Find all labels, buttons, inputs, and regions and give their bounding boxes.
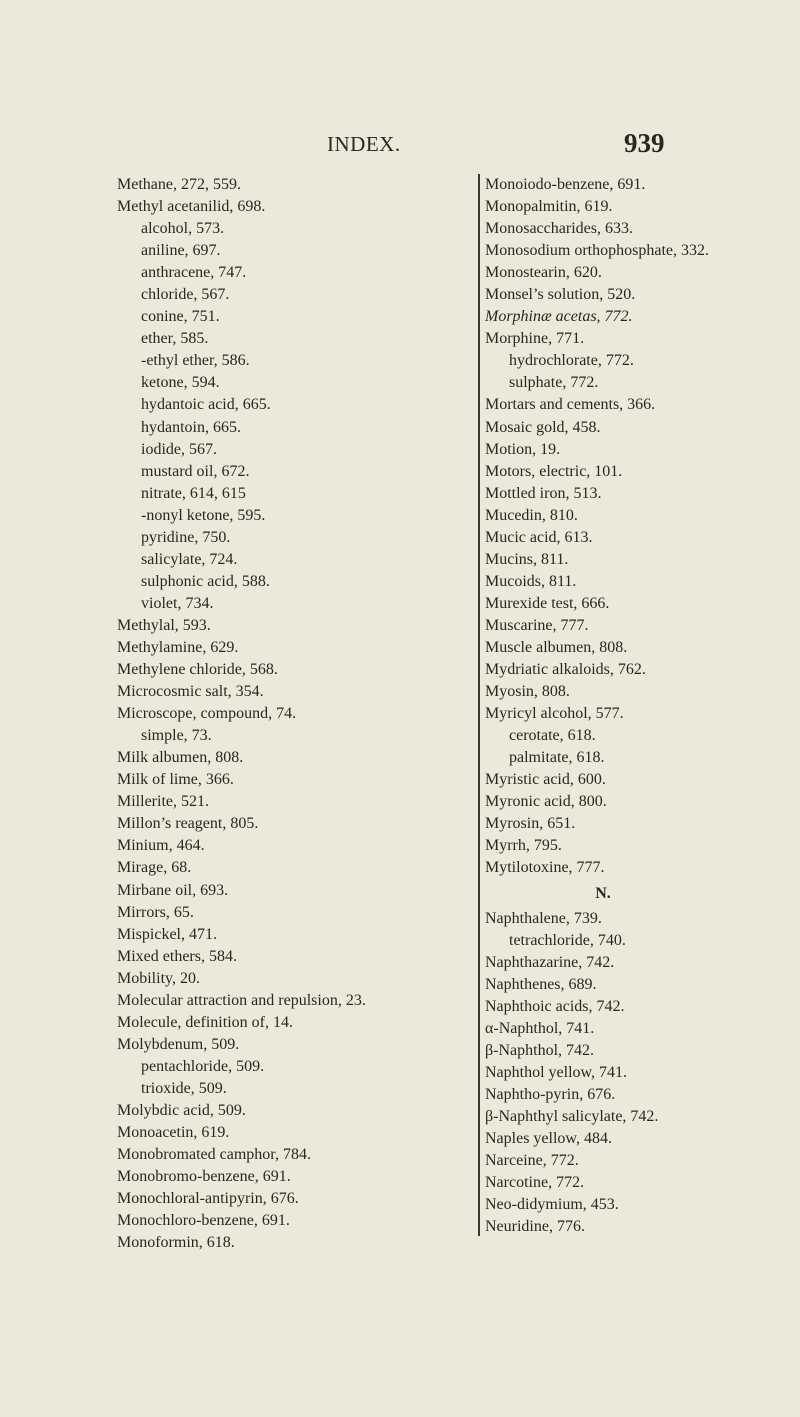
index-entry: Molybdic acid, 509.: [117, 1101, 246, 1119]
index-entry: Monopalmitin, 619.: [485, 198, 613, 216]
index-entry: Mirage, 68.: [117, 859, 192, 877]
index-entry: Mytilotoxine, 777.: [485, 859, 605, 877]
index-subentry: aniline, 697.: [141, 242, 221, 260]
index-subentry: pyridine, 750.: [141, 528, 231, 546]
index-subentry: hydantoin, 665.: [141, 418, 241, 436]
index-entry: Mirbane oil, 693.: [117, 881, 229, 899]
index-entry: Morphine, 771.: [485, 330, 585, 348]
index-subentry: tetrachloride, 740.: [509, 931, 626, 949]
index-entry: Myristic acid, 600.: [485, 771, 606, 789]
index-entry: Motors, electric, 101.: [485, 462, 623, 480]
index-subentry: simple, 73.: [141, 727, 212, 745]
index-entry: Microcosmic salt, 354.: [117, 683, 264, 701]
index-entry: Mispickel, 471.: [117, 925, 217, 943]
index-group-n: [485, 908, 800, 1239]
index-subentry: sulphonic acid, 588.: [141, 572, 270, 590]
index-entry: Myrosin, 651.: [485, 815, 576, 833]
index-entry: Monostearin, 620.: [485, 264, 602, 282]
index-entry: Mucedin, 810.: [485, 506, 578, 524]
index-entry: Molybdenum, 509.: [117, 1035, 240, 1053]
page-header: [0, 128, 800, 162]
index-subentry: -ethyl ether, 586.: [141, 352, 250, 370]
section-heading-n: N.: [595, 884, 611, 902]
index-entry: Monosaccharides, 633.: [485, 220, 633, 238]
index-entry: Monoiodo-benzene, 691.: [485, 176, 646, 193]
index-entry: Naphthalene, 739.: [485, 909, 602, 927]
index-entry: Neo-didymium, 453.: [485, 1196, 619, 1214]
index-subentry: trioxide, 509.: [141, 1079, 227, 1097]
index-subentry: alcohol, 573.: [141, 220, 225, 238]
index-subentry: cerotate, 618.: [509, 727, 596, 745]
index-entry: Mortars and cements, 366.: [485, 396, 656, 414]
index-entry: Methylal, 593.: [117, 616, 211, 634]
index-entry: Motion, 19.: [485, 440, 561, 458]
index-entry: Mobility, 20.: [117, 969, 200, 987]
index-entry: Millerite, 521.: [117, 793, 209, 811]
index-subentry: pentachloride, 509.: [141, 1057, 265, 1075]
index-subentry: palmitate, 618.: [509, 749, 605, 767]
index-entry: Monsel’s solution, 520.: [485, 286, 636, 304]
index-entry: Myrrh, 795.: [485, 837, 562, 855]
index-subentry: ketone, 594.: [141, 374, 220, 392]
page-number: 939: [624, 128, 665, 158]
index-entry: Naphthoic acids, 742.: [485, 997, 625, 1015]
index-subentry: ether, 585.: [141, 330, 209, 348]
index-column-left: [117, 174, 457, 1254]
index-entry: Molecular attraction and repulsion, 23.: [117, 991, 366, 1009]
index-entry: Naphthol yellow, 741.: [485, 1063, 628, 1081]
index-entry: Methyl acetanilid, 698.: [117, 198, 266, 216]
index-entry: Millon’s reagent, 805.: [117, 815, 259, 833]
index-entry: Murexide test, 666.: [485, 594, 610, 612]
index-entry: Methylamine, 629.: [117, 638, 239, 656]
index-entry: Mydriatic alkaloids, 762.: [485, 661, 646, 679]
index-entry: Neuridine, 776.: [485, 1218, 585, 1236]
index-entry: Naphthenes, 689.: [485, 975, 597, 993]
index-entry: Molecule, definition of, 14.: [117, 1013, 293, 1031]
index-entry: Methylene chloride, 568.: [117, 661, 278, 679]
index-subentry: chloride, 567.: [141, 286, 230, 304]
index-entry: Mosaic gold, 458.: [485, 418, 601, 436]
index-entry: β-Naphthol, 742.: [485, 1041, 595, 1059]
index-entry: Monosodium orthophosphate, 332.: [485, 242, 709, 260]
index-entry: Myosin, 808.: [485, 683, 570, 701]
index-subentry: anthracene, 747.: [141, 264, 247, 282]
index-entry: Mucins, 811.: [485, 550, 569, 568]
index-entry: Muscarine, 777.: [485, 616, 589, 634]
index-group-m: [485, 174, 800, 880]
index-entry: Narceine, 772.: [485, 1152, 579, 1170]
index-entry: Monochloral-antipyrin, 676.: [117, 1190, 299, 1208]
index-entry: Monobromo-benzene, 691.: [117, 1168, 291, 1186]
index-entry: Monobromated camphor, 784.: [117, 1146, 311, 1164]
index-entry: α-Naphthol, 741.: [485, 1019, 595, 1037]
index-entry: Mixed ethers, 584.: [117, 947, 237, 965]
index-subentry: hydrochlorate, 772.: [509, 352, 634, 370]
index-entry: Mirrors, 65.: [117, 903, 194, 921]
column-divider: [478, 174, 480, 1236]
index-entry: Monochloro-benzene, 691.: [117, 1212, 290, 1230]
index-entry: Milk of lime, 366.: [117, 771, 234, 789]
index-entry: Minium, 464.: [117, 837, 205, 855]
index-entry: Monoformin, 618.: [117, 1234, 235, 1252]
running-head-title: INDEX.: [327, 132, 401, 156]
index-subentry: violet, 734.: [141, 594, 214, 612]
index-subentry: conine, 751.: [141, 308, 220, 326]
index-entry: Naphtho-pyrin, 676.: [485, 1085, 616, 1103]
index-entry: Methane, 272, 559.: [117, 176, 241, 193]
index-entry: Myronic acid, 800.: [485, 793, 607, 811]
index-column-right: [485, 174, 800, 1238]
index-subentry: iodide, 567.: [141, 440, 217, 458]
index-subentry: sulphate, 772.: [509, 374, 599, 392]
index-entry: Mucic acid, 613.: [485, 528, 593, 546]
index-entry: β-Naphthyl salicylate, 742.: [485, 1107, 659, 1125]
index-entry: Microscope, compound, 74.: [117, 705, 297, 723]
index-entry: Muscle albumen, 808.: [485, 638, 628, 656]
index-entry: Milk albumen, 808.: [117, 749, 244, 767]
index-entry: Myricyl alcohol, 577.: [485, 705, 624, 723]
index-entry: Monoacetin, 619.: [117, 1124, 230, 1142]
index-subentry: nitrate, 614, 615: [141, 484, 246, 502]
index-entry: Morphinæ acetas, 772.: [485, 308, 633, 326]
index-entry: Mucoids, 811.: [485, 572, 577, 590]
index-entry: Naphthazarine, 742.: [485, 953, 615, 971]
index-entry: Naples yellow, 484.: [485, 1129, 612, 1147]
index-subentry: -nonyl ketone, 595.: [141, 506, 266, 524]
index-subentry: mustard oil, 672.: [141, 462, 250, 480]
index-entry: Narcotine, 772.: [485, 1174, 585, 1192]
index-subentry: salicylate, 724.: [141, 550, 238, 568]
index-entry: Mottled iron, 513.: [485, 484, 602, 502]
index-subentry: hydantoic acid, 665.: [141, 396, 271, 414]
